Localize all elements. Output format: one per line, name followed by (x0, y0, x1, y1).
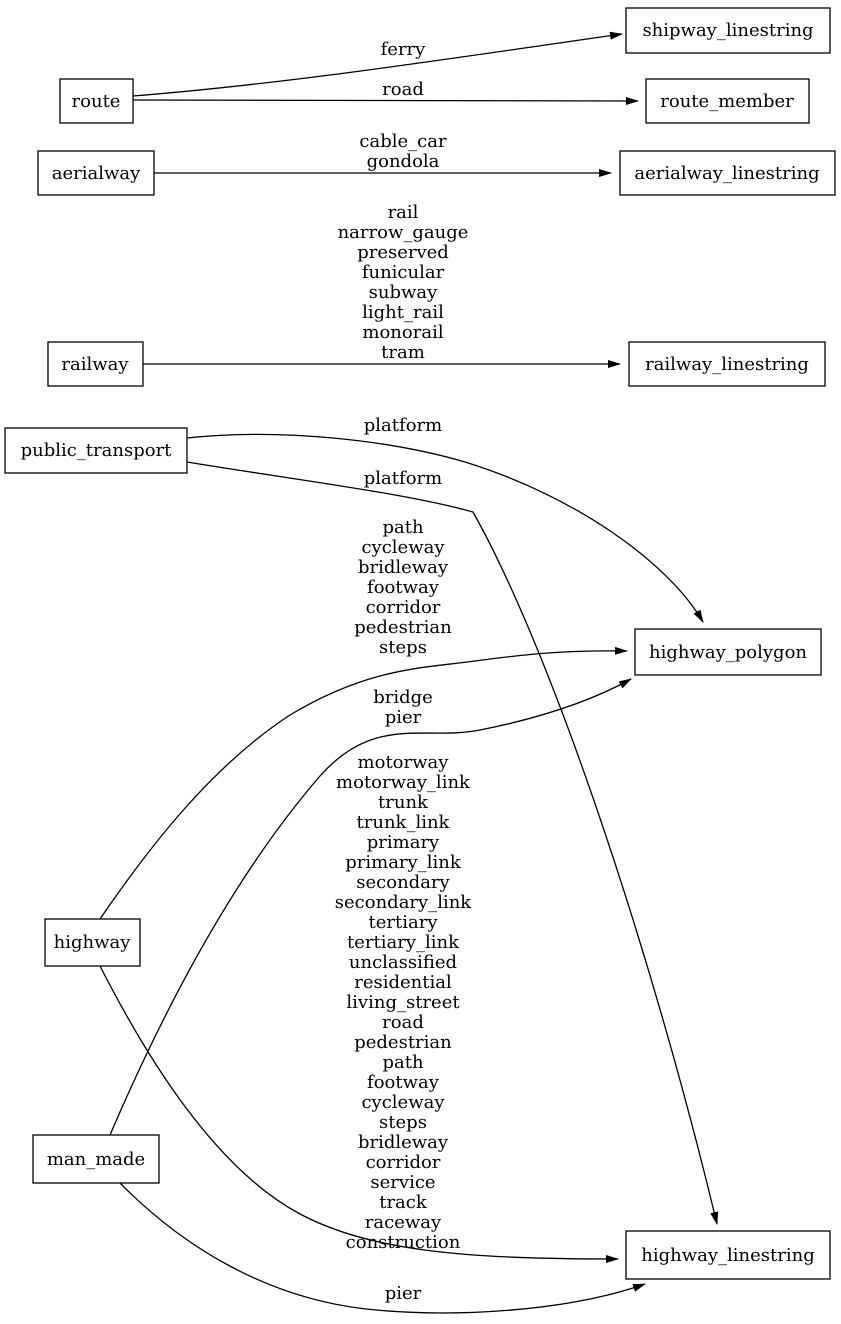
edge-route-ferry-line (133, 34, 622, 96)
node-railway-linestring (629, 342, 825, 386)
node-shipway-linestring (626, 8, 830, 53)
node-route-member (646, 79, 809, 123)
node-highway-polygon-label: highway_polygon (648, 642, 808, 663)
node-aerialway-linestring-label: aerialway_linestring (634, 163, 820, 184)
node-aerialway-linestring (620, 151, 835, 195)
node-aerialway-label: aerialway (51, 163, 141, 184)
edge-public-transport-to-highway-polygon (187, 415, 703, 622)
node-highway (45, 919, 140, 966)
edge-highway-to-highway-linestring (100, 752, 618, 1259)
node-shipway-linestring-label: shipway_linestring (642, 20, 814, 41)
node-highway-linestring (626, 1231, 830, 1279)
edge-public-transport-to-highway-linestring (187, 462, 717, 1224)
node-public-transport-label: public_transport (20, 440, 172, 461)
edge-aerialway-to-aerialway-linestring (154, 131, 611, 173)
edge-route-to-route-member (133, 79, 638, 101)
node-highway-polygon (635, 629, 821, 675)
edge-pt-platform-polygon-label: platform (363, 415, 443, 436)
edge-pt-platform-polygon-line (187, 434, 703, 622)
edge-route-road-line (133, 100, 638, 101)
edge-pt-platform-linestring-label: platform (363, 468, 443, 489)
edge-highway-polygon-label: path cycleway bridleway footway corridor pedestrian steps (354, 517, 452, 658)
edge-man-made-pier-label: pier (384, 1283, 422, 1304)
node-route-member-label: route_member (660, 91, 794, 112)
edge-route-ferry-label: ferry (380, 39, 426, 60)
node-route (60, 79, 133, 123)
edge-railway-to-railway-linestring (143, 202, 620, 364)
node-highway-label: highway (53, 932, 131, 953)
node-railway (48, 342, 143, 386)
edge-pt-platform-linestring-line (187, 462, 717, 1224)
node-route-label: route (71, 91, 121, 112)
edge-highway-linestring-label: motorway motorway_link trunk trunk_link primary primary_link secondary secondary_link tertiary tertiary_link unclassified residential living_street road pedestrian path footway cycleway steps bridleway corridor service track raceway construction (334, 752, 472, 1253)
node-railway-label: railway (61, 354, 129, 375)
edge-aerialway-label: cable_car gondola (359, 131, 447, 172)
edge-man-made-polygon-label: bridge pier (373, 687, 433, 728)
edges-layer (100, 34, 717, 1313)
node-highway-linestring-label: highway_linestring (641, 1245, 815, 1266)
edge-route-to-shipway-linestring (133, 34, 622, 96)
edge-route-road-label: road (382, 79, 424, 100)
edge-railway-label: rail narrow_gauge preserved funicular subway light_rail monorail tram (337, 202, 469, 363)
node-public-transport (5, 428, 187, 473)
node-railway-linestring-label: railway_linestring (645, 354, 809, 375)
node-man-made-label: man_made (46, 1149, 146, 1170)
node-man-made (33, 1135, 159, 1183)
node-aerialway (38, 151, 154, 195)
